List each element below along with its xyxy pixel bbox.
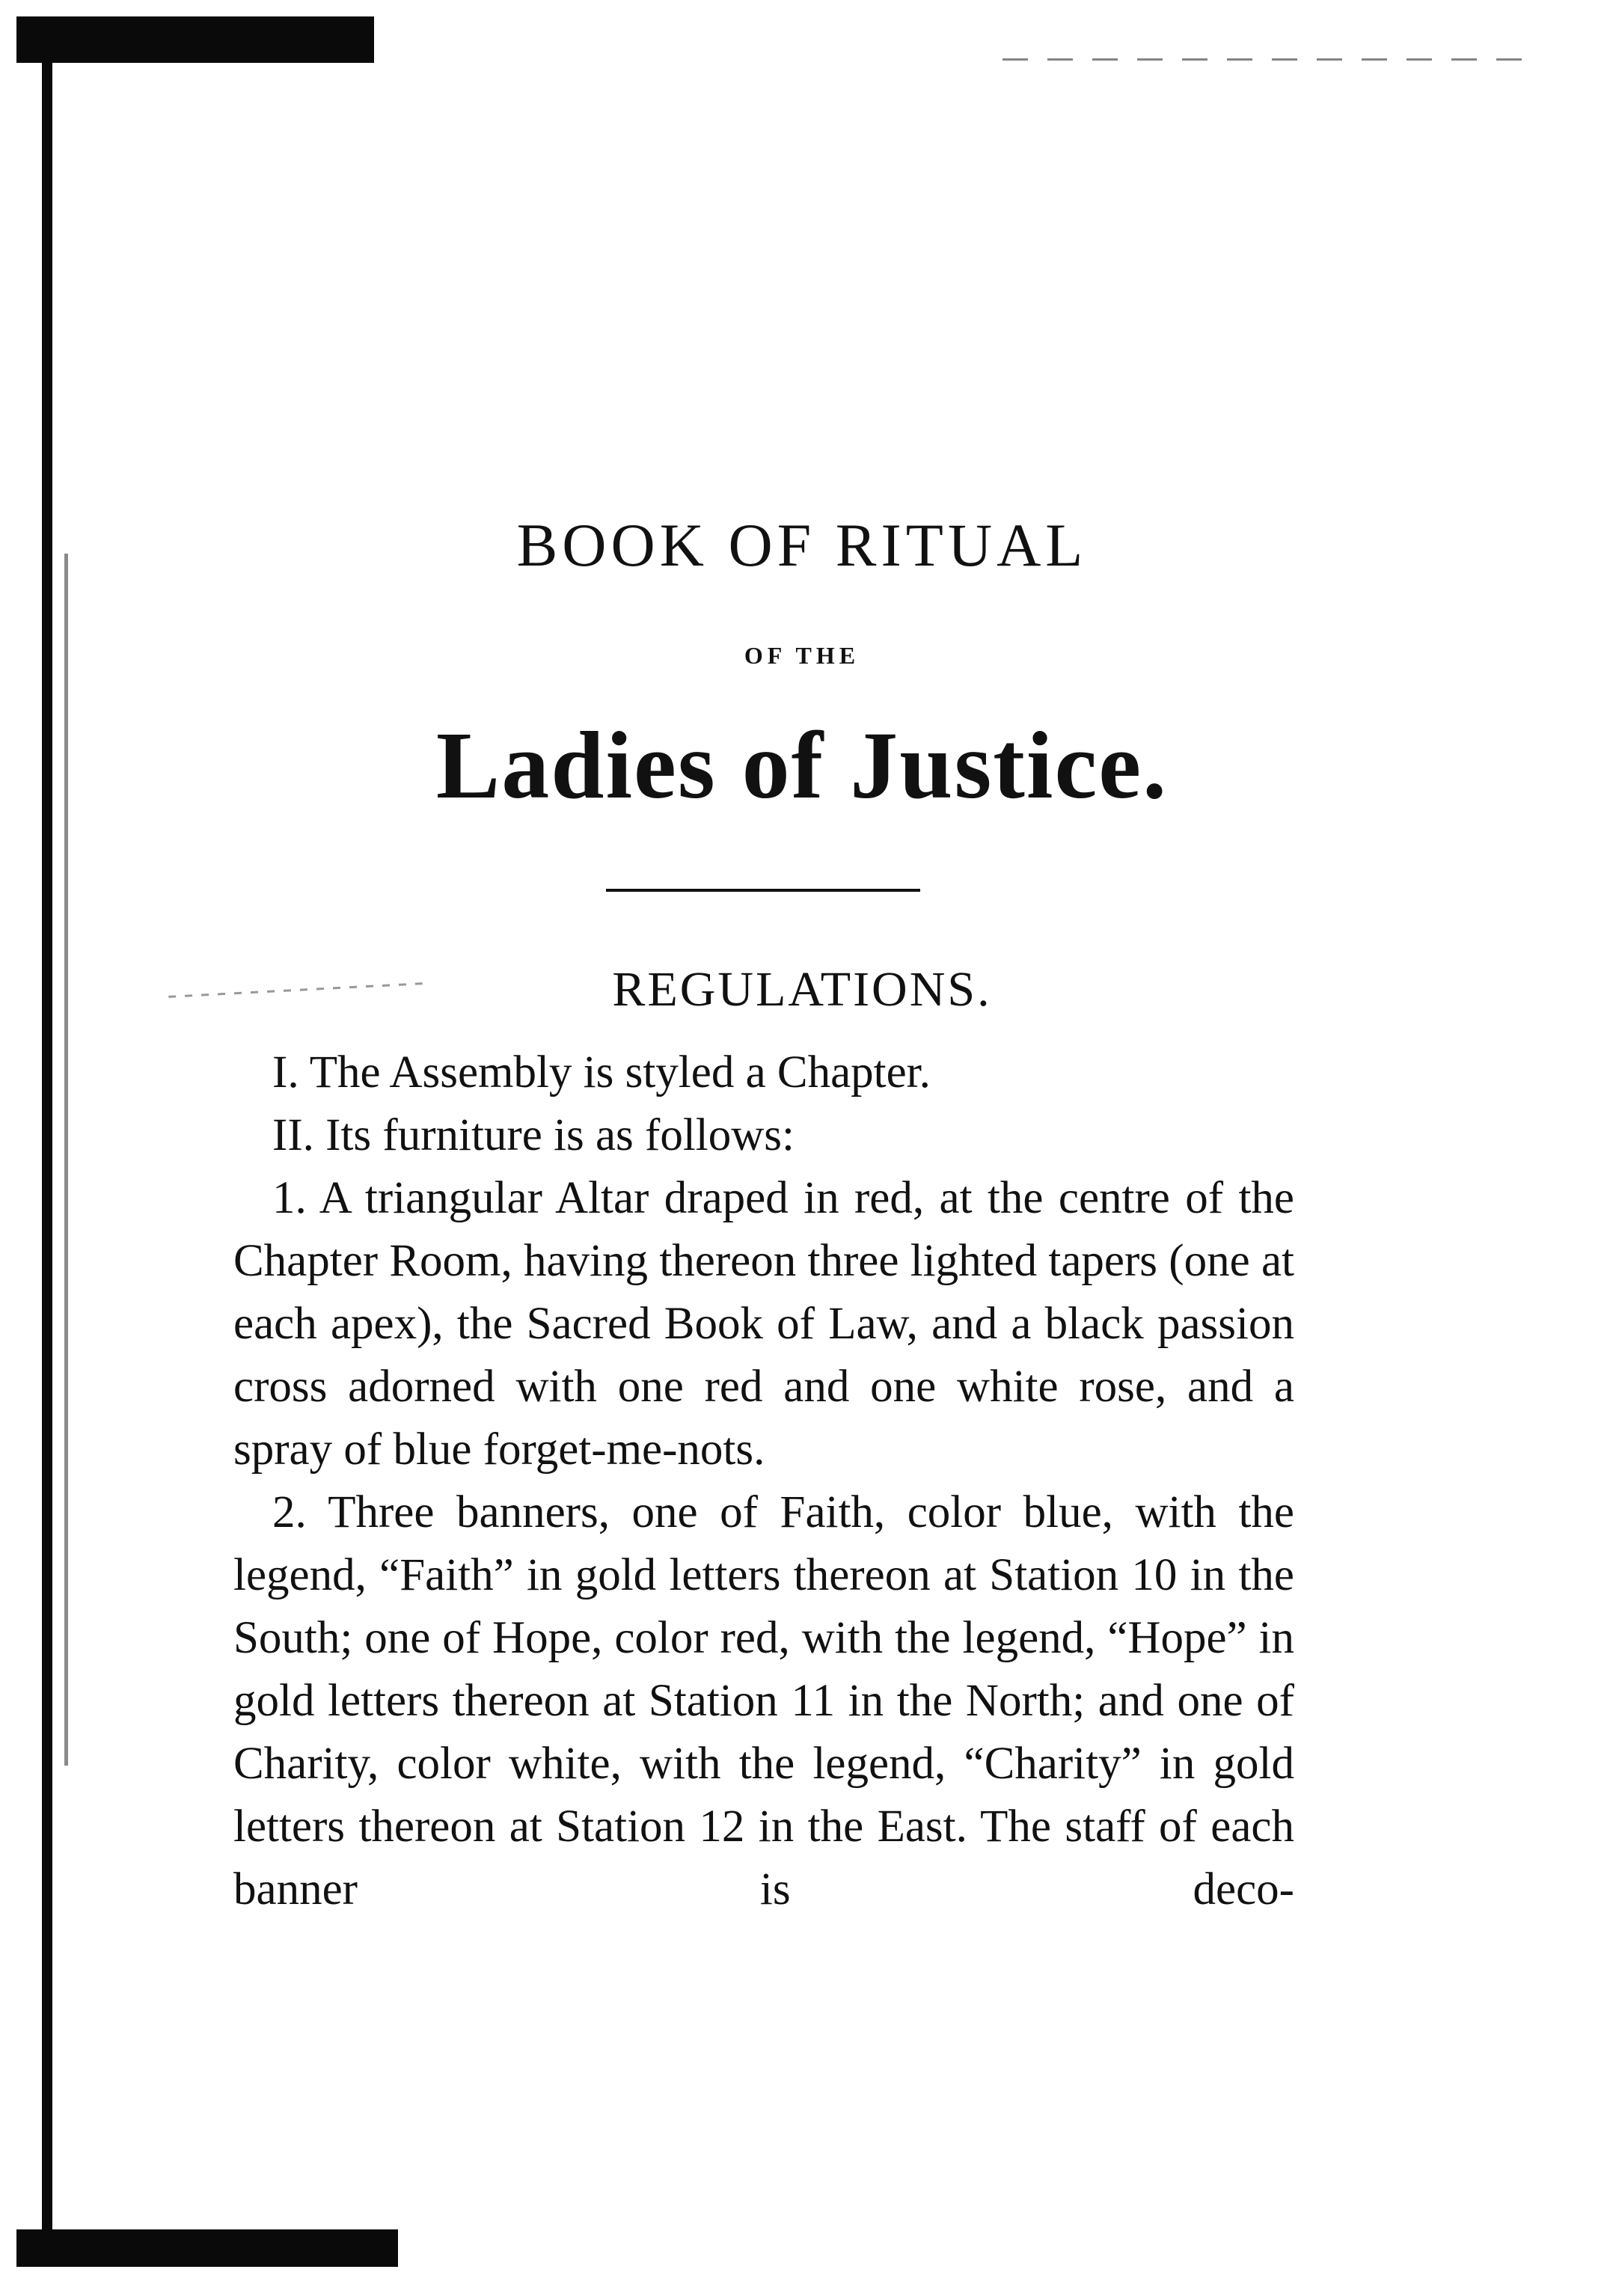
title-rule — [606, 889, 920, 892]
scan-border-left — [42, 63, 52, 2232]
regulation-paragraph: 1. A triangular Altar draped in red, at the centre of the Chapter Room, having thereon three lighted tapers (one at each apex), the Sacred Book of Law, and a black passion cross adorned with one red and one white rose, and a spray of blue forget-me-nots. — [233, 1173, 1294, 1475]
title-connector: OF THE — [744, 642, 860, 669]
scan-border-top — [16, 16, 374, 63]
section-heading: REGULATIONS. — [612, 962, 992, 1017]
regulation-paragraph: I. The Assembly is styled a Chapter. — [272, 1047, 931, 1098]
regulation-paragraph: II. Its furniture is as follows: — [272, 1110, 795, 1160]
regulations-body — [233, 1041, 1294, 1921]
organization-name: Ladies of Justice. — [435, 712, 1169, 818]
scan-noise-top — [1002, 58, 1541, 61]
scan-border-bottom — [16, 2229, 398, 2267]
regulation-paragraph: 2. Three banners, one of Faith, color blue, with the legend, “Faith” in gold letters thereon at Station 10 in the South; one of Hope, color red, with the legend, “Hope” in gold letters thereon at Station 11 in the North; and one of Charity, color white, with the legend, “Charity” in gold letters thereon at Station 12 in the East. The staff of each banner is deco- — [233, 1487, 1294, 1914]
book-title: BOOK OF RITUAL — [516, 511, 1088, 579]
